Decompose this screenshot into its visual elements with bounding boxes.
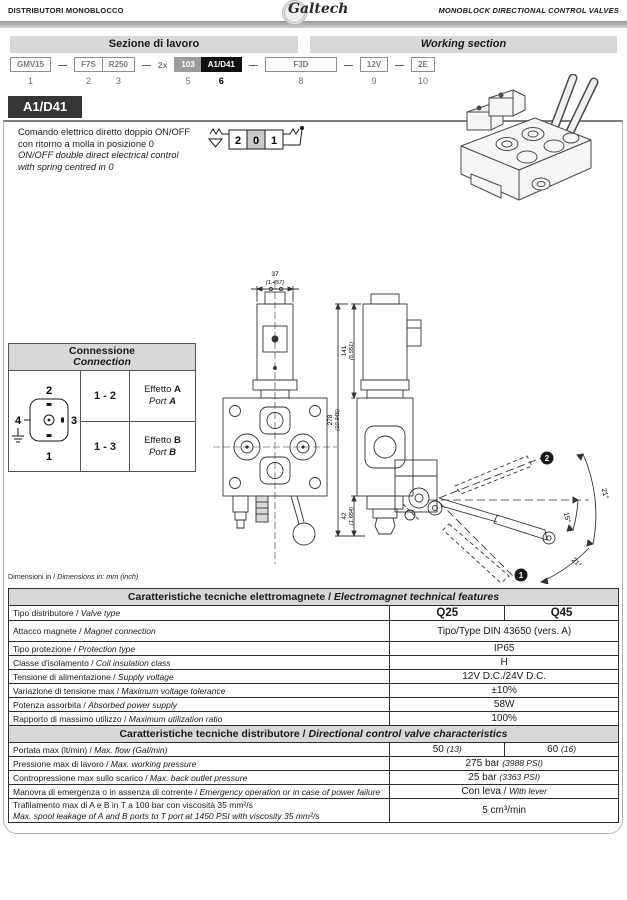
galtech-logo: Galtech	[288, 1, 349, 17]
spec-row-protection	[9, 642, 619, 656]
connection-pins-value: 1 - 2	[81, 371, 130, 421]
section-bar-english: Working section	[310, 36, 617, 53]
effect-label-it: Effetto	[144, 384, 172, 395]
connection-row-b	[81, 421, 195, 471]
section1-title-it: Caratteristiche tecniche elettromagnete /	[127, 591, 331, 603]
row-value-note: (3363 PSI)	[499, 772, 541, 782]
effect-port-it: A	[174, 384, 181, 395]
row-label-en: Protection type	[78, 643, 136, 654]
connection-title-en: Connection	[73, 356, 131, 368]
symbol-dot	[300, 126, 304, 130]
spec-row-voltage-tolerance	[9, 684, 619, 698]
spec-section-valve-characteristics	[9, 726, 619, 743]
row-label-it: Classe d'isolamento /	[13, 657, 94, 668]
row-label-en: Maximum utilization ratio	[128, 713, 223, 724]
row-value: H	[390, 656, 619, 670]
connection-effect	[130, 371, 195, 421]
row-label-it: Rapporto di massimo utilizzo /	[13, 713, 127, 724]
spring-symbol-left	[209, 139, 222, 147]
spec-row-utilization-ratio	[9, 712, 619, 726]
row-value: 100%	[390, 712, 619, 726]
row-value-note: With lever	[509, 786, 547, 796]
hydraulic-symbol-201	[205, 123, 307, 161]
code-position-number: 8	[298, 76, 304, 86]
spec-section-electromagnet	[9, 589, 619, 606]
code-dash: —	[248, 60, 258, 70]
lever-down-position	[439, 502, 517, 583]
description-line-it2: con ritorno a molla in posizione 0	[18, 138, 154, 149]
code-box-label: 2E	[411, 57, 435, 72]
section-bar-italian: Sezione di lavoro	[10, 36, 298, 53]
code-position-number: 5	[185, 76, 191, 86]
row-value: IP65	[390, 642, 619, 656]
code-multiplier: 2x	[157, 60, 168, 70]
row-label-en: Max. back outlet pressure	[150, 772, 248, 783]
spec-table	[8, 588, 619, 823]
spec-row-absorbed-power	[9, 698, 619, 712]
effect-label-it: Effetto	[144, 434, 172, 446]
row-label-it: Portata max (lt/min) /	[13, 744, 92, 755]
effect-port-it: B	[174, 434, 181, 446]
code-box-label: R250	[102, 57, 135, 72]
effect-port-en: A	[169, 396, 176, 407]
solenoid-symbol-left	[210, 129, 229, 134]
row-label-en: Absorbed power supply	[88, 699, 177, 710]
code-box-label: 103	[174, 57, 201, 72]
lever-up-position	[439, 456, 541, 498]
q45-flow: 60	[547, 744, 559, 755]
code-box-group-f7s-r250	[74, 57, 135, 86]
model-code-badge: A1/D41	[8, 96, 82, 118]
spec-row-emergency-operation	[9, 785, 619, 799]
row-label-it: Attacco magnete /	[13, 626, 82, 636]
code-box-label: F3D	[265, 57, 337, 72]
spec-row-max-flow	[9, 743, 619, 757]
description-line-en1: ON/OFF double direct electrical control	[18, 150, 179, 160]
row-label-en: Max. spool leakage of A and B ports to T port at 1450 PSI with viscosity 35 mm²/s	[13, 810, 320, 821]
code-dash: —	[395, 60, 405, 70]
row-label-it: Tipo protezione /	[13, 643, 76, 654]
solenoid-connectors	[467, 90, 525, 130]
row-value: 25 bar	[468, 772, 497, 783]
dim-width-mm: 37	[271, 271, 279, 278]
pin-bottom: 1	[45, 451, 52, 463]
angle-label-21-up: 21°	[599, 487, 610, 500]
row-value: 5 cm³/min	[390, 799, 619, 823]
row-label-it: Manovra di emergenza o in assenza di corrente /	[13, 786, 198, 797]
spec-row-supply-voltage	[9, 670, 619, 684]
pin-right: 3	[70, 415, 77, 427]
q45-flow-note: (16)	[560, 744, 577, 754]
code-box-r250	[102, 57, 135, 86]
effect-label-en: Port	[149, 396, 167, 407]
angle-label-21-down: 21°	[569, 556, 583, 570]
code-box-f3d	[265, 57, 337, 86]
dim-bottom-mm: 42	[341, 512, 348, 520]
section2-title-en: Directional control valve characteristics	[308, 728, 508, 740]
code-box-label: A1/D41	[201, 57, 242, 72]
row-label-en: Maximum voltage tolerance	[121, 685, 226, 696]
code-box-a1d41	[201, 57, 242, 86]
connection-title-it: Connessione	[69, 345, 135, 357]
connection-pins-value: 1 - 3	[81, 422, 130, 471]
position-1-label: 1	[518, 571, 524, 580]
code-position-number: 1	[28, 76, 34, 86]
connection-row-a	[81, 371, 195, 421]
code-box-label: F7S	[74, 57, 103, 72]
row-label-en: Coil insulation class	[95, 657, 171, 668]
dim-solenoid-inch: (5.551)	[349, 341, 355, 361]
symbol-leader-right	[300, 129, 302, 145]
q25-flow-note: (13)	[446, 744, 462, 754]
row-value: Con leva /	[461, 786, 507, 797]
connection-table	[8, 343, 196, 472]
row-label-en: Supply voltage	[117, 671, 174, 682]
position-2-label: 2	[544, 454, 550, 463]
row-label-it: Variazione di tensione max /	[13, 685, 120, 696]
description-line-it1: Comando elettrico diretto doppio ON/OFF	[18, 127, 191, 137]
code-position-number: 2	[85, 76, 91, 86]
code-position-number: 9	[371, 76, 377, 86]
dimensions-note-en: Dimensions in: mm (inch)	[57, 572, 139, 581]
code-dash: —	[141, 60, 151, 70]
spec-row-valve-type	[9, 606, 619, 621]
row-label-it: Tipo distributore /	[13, 608, 79, 618]
row-label-en: Max. flow (Gal/min)	[94, 744, 168, 755]
pin-top: 2	[45, 385, 52, 397]
pin-left: 4	[14, 415, 21, 427]
row-label-it: Trafilamento max di A e B in T a 100 bar con viscosità 35 mm²/s	[13, 800, 253, 810]
code-box-12v	[360, 57, 388, 86]
row-label-it: Pressione max di lavoro /	[13, 758, 109, 769]
dimensions-note	[8, 572, 138, 581]
code-box-103	[174, 57, 201, 86]
row-label-it: Contropressione max sullo scarico /	[13, 772, 148, 783]
q25-flow: 50	[432, 744, 444, 755]
page-title-english: MONOBLOCK DIRECTIONAL CONTROL VALVES	[438, 6, 619, 15]
dim-total-mm: 278	[327, 414, 334, 426]
code-position-number: 10	[418, 76, 429, 86]
header-divider-bar	[0, 21, 627, 28]
section2-title-it: Caratteristiche tecniche distributore /	[119, 728, 306, 740]
dimensions-note-it: Dimensioni in /	[8, 572, 56, 581]
row-value: ±10%	[390, 684, 619, 698]
spec-row-spool-leakage	[9, 799, 619, 823]
lever-angle-diagram	[393, 432, 625, 584]
spec-row-max-working-pressure	[9, 757, 619, 771]
connection-effect	[130, 422, 195, 471]
angle-label-15: 15°	[561, 511, 572, 524]
page-title-italian: DISTRIBUTORI MONOBLOCCO	[8, 6, 124, 15]
row-label-en: Magnet connection	[83, 626, 156, 636]
row-label-en: Max. working pressure	[110, 758, 197, 769]
row-label-it: Potenza assorbita /	[13, 699, 86, 710]
code-box-f7s	[74, 57, 103, 86]
symbol-pos-0: 0	[252, 135, 260, 147]
spec-row-back-pressure	[9, 771, 619, 785]
ground-symbol	[12, 428, 24, 442]
solenoid-symbol-right	[283, 129, 299, 134]
model-description	[18, 127, 223, 173]
code-dash: —	[343, 60, 353, 70]
dim-solenoid-mm: 141	[341, 345, 348, 357]
row-value: Tipo/Type DIN 43650 (vers. A)	[390, 621, 619, 642]
q25-header: Q25	[390, 606, 505, 621]
lever-neutral-position	[439, 498, 555, 544]
row-label-it: Tensione di alimentazione /	[13, 671, 116, 682]
code-position-number: 3	[115, 76, 121, 86]
code-box-group-103-a1d41	[174, 57, 241, 86]
dim-total-inch: (10.945)	[335, 409, 341, 431]
spec-row-insulation	[9, 656, 619, 670]
front-view	[213, 282, 337, 564]
connection-table-header	[9, 344, 195, 371]
symbol-pos-1: 1	[270, 135, 278, 147]
row-value: 58W	[390, 698, 619, 712]
effect-label-en: Port	[149, 446, 167, 458]
q45-header: Q45	[505, 606, 619, 621]
code-position-number-selected: 6	[218, 76, 224, 86]
spec-row-magnet-connection	[9, 621, 619, 642]
dim-bottom-inch: (1.654)	[349, 506, 355, 526]
symbol-pos-2: 2	[234, 135, 242, 147]
row-value: 12V D.C./24V D.C.	[390, 670, 619, 684]
ordering-code-row	[10, 57, 435, 86]
row-label-en: Emergency operation or in case of power failure	[199, 786, 381, 797]
code-box-label: GMV15	[10, 57, 51, 72]
code-dash: —	[58, 60, 68, 70]
row-value: 275 bar	[465, 758, 500, 769]
description-line-en2: with spring centred in 0	[18, 161, 114, 172]
effect-port-en: B	[169, 446, 176, 458]
row-value-note: (3988 PSI)	[502, 758, 543, 768]
code-box-gmv15	[10, 57, 51, 86]
connector-pin-diagram	[9, 371, 81, 471]
code-box-label: 12V	[360, 57, 388, 72]
valve-illustration	[423, 74, 625, 214]
dim-width-inch: (1.457)	[265, 280, 285, 286]
section1-title-en: Electromagnet technical features	[333, 591, 500, 603]
row-label-en: Valve type	[80, 608, 121, 618]
